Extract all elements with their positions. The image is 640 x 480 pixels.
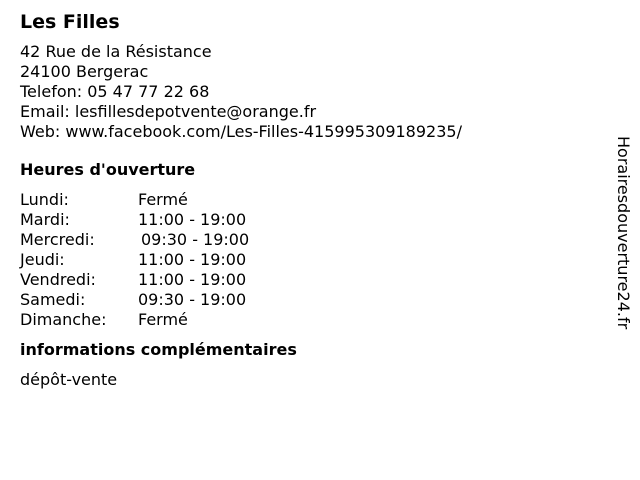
business-name: Les Filles	[20, 11, 120, 33]
contact-block	[20, 42, 600, 142]
additional-info-heading: informations complémentaires	[20, 340, 297, 359]
hours-row	[20, 270, 600, 290]
address-street: 42 Rue de la Résistance	[20, 42, 212, 61]
hours-row	[20, 290, 600, 310]
opening-hours-table	[20, 190, 600, 330]
hours-row	[20, 190, 600, 210]
hours-day: Mardi:	[20, 210, 70, 229]
watermark-text: Horairesdouverture24.fr	[614, 136, 633, 330]
opening-hours-heading: Heures d'ouverture	[20, 160, 196, 179]
hours-time: 11:00 - 19:00	[138, 270, 247, 289]
hours-time: 11:00 - 19:00	[138, 210, 247, 229]
hours-row	[20, 230, 600, 250]
hours-row	[20, 310, 600, 330]
hours-row	[20, 210, 600, 230]
hours-day: Samedi:	[20, 290, 86, 309]
address-city: 24100 Bergerac	[20, 62, 149, 81]
phone-text: Telefon: 05 47 77 22 68	[20, 82, 210, 101]
hours-time: Fermé	[138, 310, 188, 329]
hours-day: Lundi:	[20, 190, 69, 209]
hours-day: Vendredi:	[20, 270, 96, 289]
hours-row	[20, 250, 600, 270]
hours-time: 11:00 - 19:00	[138, 250, 247, 269]
hours-day: Jeudi:	[20, 250, 65, 269]
hours-time: 09:30 - 19:00	[141, 230, 250, 249]
hours-time: 09:30 - 19:00	[138, 290, 247, 309]
hours-day: Mercredi:	[20, 230, 95, 249]
business-card	[20, 10, 600, 390]
hours-time: Fermé	[138, 190, 188, 209]
email-text: Email: lesfillesdepotvente@orange.fr	[20, 102, 317, 121]
hours-day: Dimanche:	[20, 310, 107, 329]
additional-info-text: dépôt-vente	[20, 370, 118, 389]
site-watermark	[613, 136, 633, 376]
website-text: Web: www.facebook.com/Les-Filles-415995309189235/	[20, 122, 462, 141]
